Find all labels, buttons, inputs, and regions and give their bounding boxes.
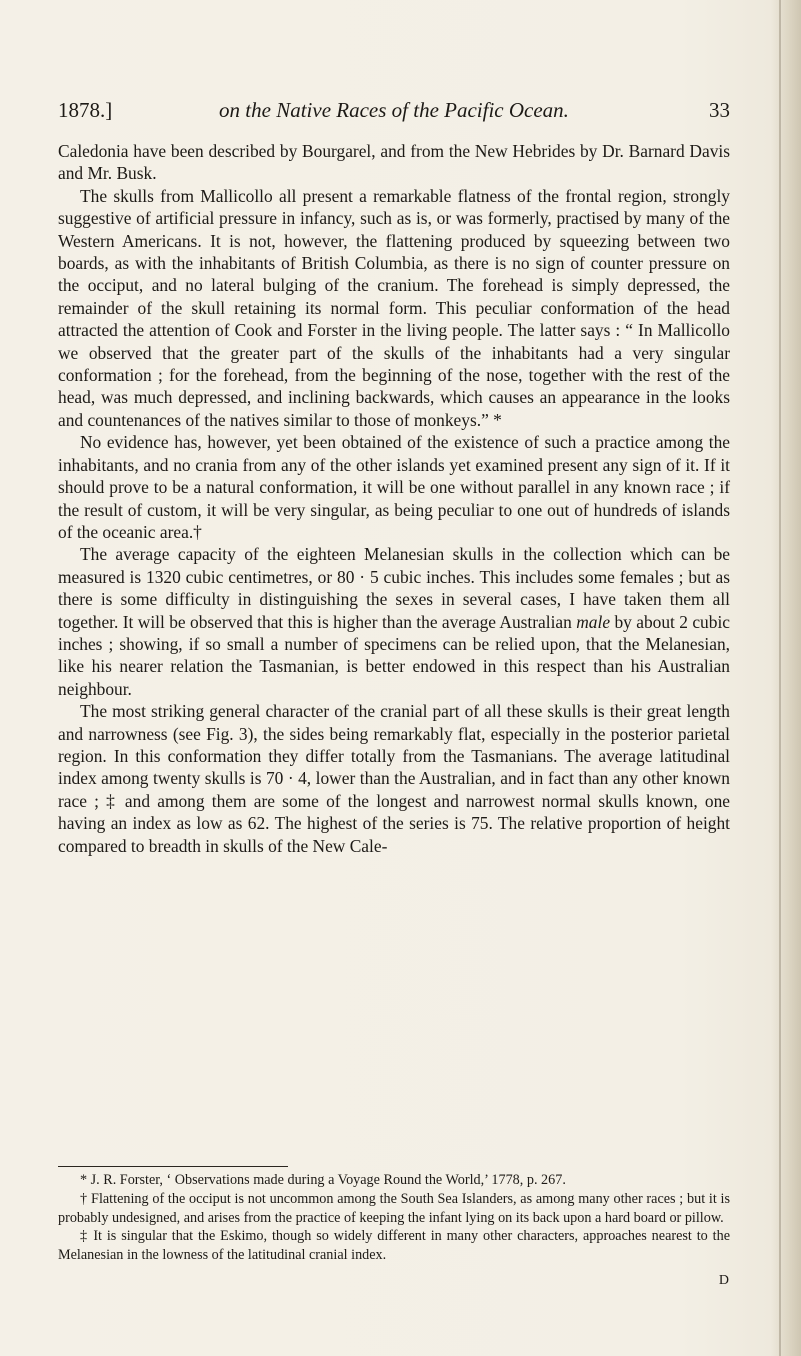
footnote-1: * J. R. Forster, ‘ Observations made during a Voyage Round the World,’ 1778, p. 267. bbox=[80, 1172, 566, 1188]
footnote-3: ‡ It is singular that the Eskimo, though so widely different in many other characters, approaches nearest to the Melanesian in the lowness of the latitudinal cranial index. bbox=[58, 1228, 730, 1264]
running-title: on the Native Races of the Pacific Ocean. bbox=[219, 98, 569, 122]
footnote-rule bbox=[58, 1166, 288, 1167]
footnote-2: † Flattening of the occiput is not uncommon among the South Sea Islanders, as among many other races ; but it is probably undesigned, and arises from the practice of keeping the infant lying on its back upon a hard board or pillow. bbox=[58, 1190, 730, 1226]
running-header bbox=[58, 98, 730, 128]
page-edge-shadow bbox=[771, 0, 801, 1356]
footnotes bbox=[58, 1171, 730, 1265]
paragraph-5: The most striking general character of the cranial part of all these skulls is their great length and narrowness (see Fig. 3), the sides being remarkably flat, especially in the posterior parietal region. In this conformation they differ totally from the Tasmanians. The average latitudinal index among twenty skulls is 70 · 4, lower than the Australian, and in fact than any other known race ; ‡ and among them are some of the longest and narrowest normal skulls known, one having an index as low as 62. The highest of the series is 75. The relative proportion of height compared to breadth in skulls of the New Cale- bbox=[58, 701, 730, 856]
paragraph-4 bbox=[58, 543, 730, 700]
paragraph-4-start: The average capacity of the eighteen Melanesian skulls in the collection which can be measured is 1320 cubic centimetres, or 80 · 5 cubic inches. This includes some females ; but as there is some difficulty in distinguishing the sexes in several cases, I have taken them all together. It will be observed that this is higher than the average Australian bbox=[58, 544, 730, 632]
paragraph-3: No evidence has, however, yet been obtained of the existence of such a practice among the inhabitants, and no crania from any of the other islands yet examined present any sign of it. If it should prove to be a natural conformation, it will be one without parallel in any known race ; if the result of custom, it will be very singular, as being peculiar to one out of hundreds of islands of the oceanic area.† bbox=[58, 432, 730, 542]
header-year: 1878.] bbox=[58, 98, 113, 122]
paragraph-4-end: by about 2 cubic inches ; showing, if so small a number of specimens can be relied upon, that the Melanesian, like his nearer relation the Tasmanian, is better endowed in this respect than his Australian neighbour. bbox=[58, 611, 730, 699]
paragraph-1: Caledonia have been described by Bourgarel, and from the New Hebrides by Dr. Barnard Davis and Mr. Busk. bbox=[58, 141, 730, 184]
paragraph-2: The skulls from Mallicollo all present a remarkable flatness of the frontal region, strongly suggestive of artificial pressure in infancy, such as is, or was formerly, practised by many of the Western Americans. It is not, however, the flattening produced by squeezing between two boards, as with the inhabitants of British Columbia, as there is no sign of counter pressure on the occiput, and no lateral bulging of the cranium. The forehead is simply depressed, the remainder of the skull retaining its normal form. This peculiar conformation of the head attracted the attention of Cook and Forster in the living people. The latter says : “ In Mallicollo we observed that the greater part of the skulls of the inhabitants had a very singular conformation ; for the forehead, from the beginning of the nose, together with the rest of the head, was much depressed, and inclining backwards, which causes an appearance in the looks and countenances of the natives similar to those of monkeys.” * bbox=[58, 185, 730, 430]
paragraph-4-emphasis: male bbox=[576, 611, 611, 632]
page-number: 33 bbox=[709, 98, 730, 122]
signature-mark: D bbox=[718, 1273, 729, 1288]
main-text bbox=[58, 140, 730, 857]
